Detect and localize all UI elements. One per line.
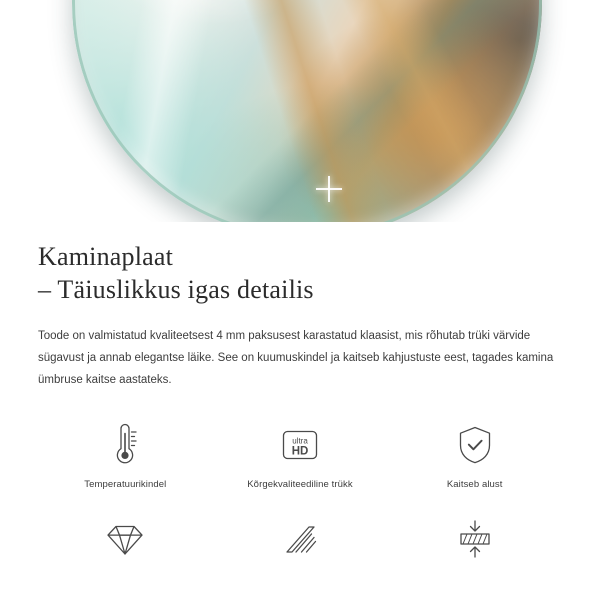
product-description: Toode on valmistatud kvaliteetsest 4 mm paksusest karastatud klaasist, mis rõhutab trüki värvide sügavust ja annab elegantse läike. See on kuumuskindel ja kaitseb kahjustuste eest, tagades kamina ümbruse kaitse aastateks. bbox=[38, 329, 554, 387]
ultra-hd-icon bbox=[278, 422, 322, 468]
feature-label: Kaitseb alust bbox=[446, 478, 503, 490]
feature-label: Temperatuurikindel bbox=[84, 478, 167, 490]
feature-item-print-quality bbox=[213, 422, 388, 490]
polished-edges-icon bbox=[278, 516, 322, 562]
page-title-line1: Kaminaplaat bbox=[38, 242, 174, 271]
page-title-line2: – Täiuslikkus igas detailis bbox=[38, 275, 314, 305]
hero-image bbox=[0, 0, 600, 222]
feature-item-protection bbox=[387, 422, 562, 490]
shield-check-icon bbox=[455, 422, 495, 468]
feature-item-temperature bbox=[38, 422, 213, 490]
svg-text:HD: HD bbox=[291, 445, 309, 458]
feature-label: Kõrgekvaliteediline trükk bbox=[247, 478, 353, 490]
thickness-arrows-icon bbox=[453, 516, 497, 562]
thermometer-icon bbox=[105, 422, 145, 468]
fireplace-plate-image bbox=[72, 0, 542, 222]
footer-spacer bbox=[0, 574, 600, 600]
feature-grid bbox=[38, 422, 562, 584]
svg-text:ultra: ultra bbox=[292, 436, 308, 446]
page-title bbox=[38, 240, 562, 307]
diamond-icon bbox=[103, 516, 147, 562]
content-area bbox=[0, 222, 600, 584]
